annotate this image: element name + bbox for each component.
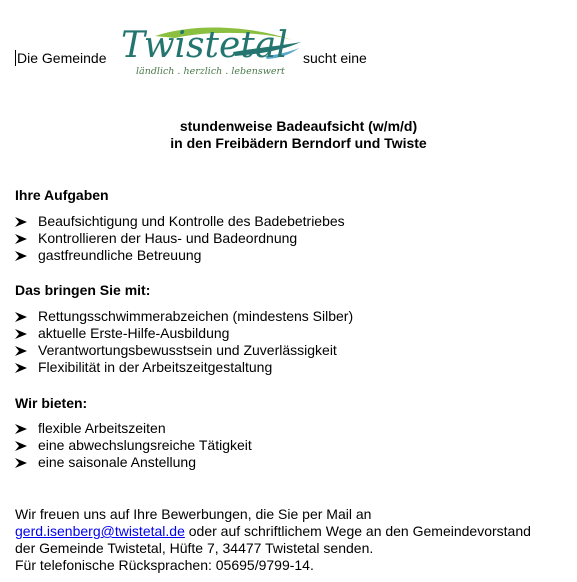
arrow-bullet-icon (15, 308, 29, 325)
arrow-bullet-icon (15, 454, 29, 471)
arrow-bullet-icon (15, 359, 29, 376)
arrow-bullet-icon (15, 213, 29, 230)
requirements-heading: Das bringen Sie mit: (15, 282, 151, 298)
intro-text-left (15, 50, 107, 66)
logo-tagline: ländlich . herzlich . lebenswert (136, 66, 285, 77)
job-title-line-1: stundenweise Badeaufsicht (w/m/d) (179, 118, 418, 134)
tasks-heading: Ihre Aufgaben (15, 187, 109, 203)
offers-list (15, 420, 252, 471)
closing-line-4: Für telefonische Rücksprachen: 05695/9799-14. (15, 557, 314, 573)
list-item: Flexibilität in der Arbeitszeitgestaltung (15, 359, 353, 376)
list-item: Kontrollieren der Haus- und Badeordnung (15, 230, 345, 247)
tasks-list (15, 213, 345, 264)
closing-line-2 (15, 523, 575, 540)
list-item: eine saisonale Anstellung (15, 454, 252, 471)
arrow-bullet-icon (15, 437, 29, 454)
arrow-bullet-icon (15, 325, 29, 342)
list-item: flexible Arbeitszeiten (15, 420, 252, 437)
arrow-bullet-icon (15, 420, 29, 437)
job-title-line-2: in den Freibädern Berndorf und Twiste (170, 135, 427, 151)
arrow-bullet-icon (15, 342, 29, 359)
closing-line-3: der Gemeinde Twistetal, Hüfte 7, 34477 Twistetal senden. (15, 540, 374, 556)
list-item: Beaufsichtigung und Kontrolle des Badebetriebes (15, 213, 345, 230)
offers-heading: Wir bieten: (15, 395, 88, 411)
list-item: Verantwortungsbewusstsein und Zuverlässigkeit (15, 342, 353, 359)
list-item: eine abwechslungsreiche Tätigkeit (15, 437, 252, 454)
intro-text-right: sucht eine (303, 50, 367, 66)
requirements-list (15, 308, 353, 376)
arrow-bullet-icon (15, 247, 29, 264)
intro-left-label: Die Gemeinde (17, 50, 107, 66)
closing-line-2-rest: oder auf schriftlichem Wege an den Gemeindevorstand (184, 523, 531, 539)
list-item: aktuelle Erste-Hilfe-Ausbildung (15, 325, 353, 342)
list-item: gastfreundliche Betreuung (15, 247, 345, 264)
closing-line-1: Wir freuen uns auf Ihre Bewerbungen, die Sie per Mail an (15, 506, 372, 522)
logo-wordmark: Twistetal (121, 25, 288, 66)
email-link[interactable]: gerd.isenberg@twistetal.de (15, 523, 185, 539)
list-item: Rettungsschwimmerabzeichen (mindestens Silber) (15, 308, 353, 325)
closing-paragraph (15, 506, 575, 574)
text-cursor (15, 50, 16, 66)
arrow-bullet-icon (15, 230, 29, 247)
twistetal-logo (115, 22, 305, 82)
